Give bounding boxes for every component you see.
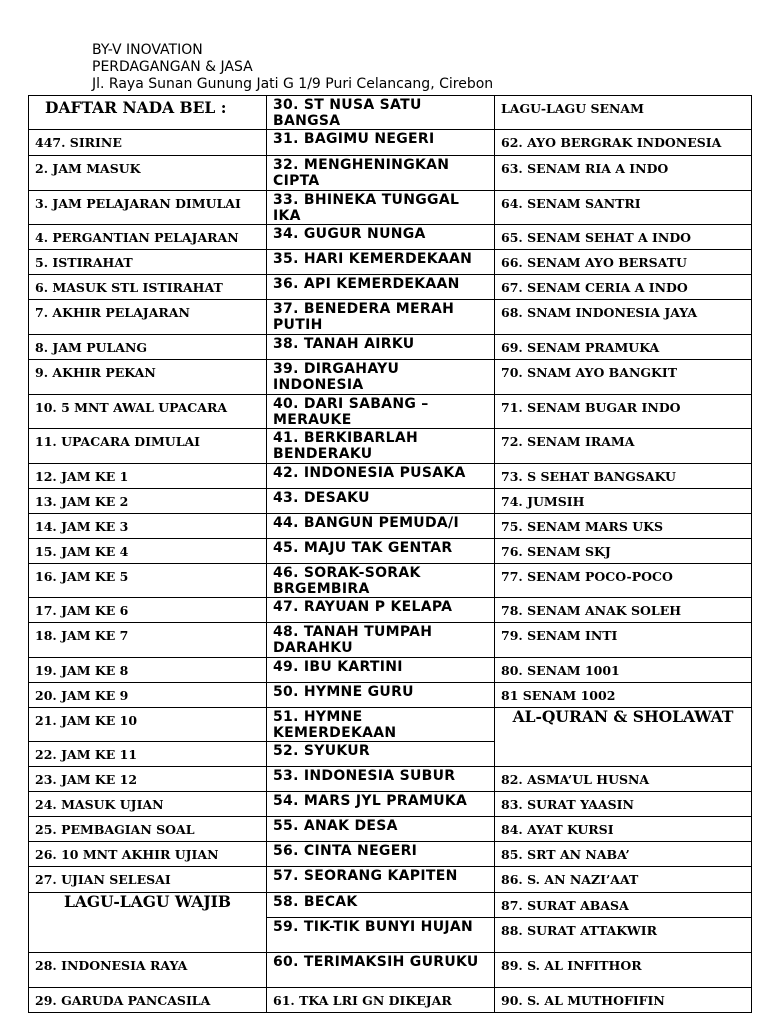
senam-item: 64. SENAM SANTRI <box>501 196 641 211</box>
quran-item: 82. ASMA’UL HUSNA <box>501 772 650 787</box>
song-item: 36. API KEMERDEKAAN <box>273 276 460 292</box>
table-cell <box>267 708 495 742</box>
table-cell <box>29 953 267 988</box>
song-item: 59. TIK-TIK BUNYI HUJAN <box>273 919 474 935</box>
table-cell <box>495 156 752 191</box>
song-item: 48. TANAH TUMPAH DARAHKU <box>273 624 433 656</box>
quran-item: 88. SURAT ATTAKWIR <box>501 923 657 938</box>
senam-item: 80. SENAM 1001 <box>501 663 620 678</box>
table-cell <box>267 429 495 464</box>
song-item: 35. HARI KEMERDEKAAN <box>273 251 473 267</box>
song-item: 56. CINTA NEGERI <box>273 843 418 859</box>
bell-item: 20. JAM KE 9 <box>35 688 129 703</box>
bell-item: 19. JAM KE 8 <box>35 663 129 678</box>
section-title-quran: AL-QURAN & SHOLAWAT <box>512 707 734 726</box>
column-title: LAGU-LAGU SENAM <box>501 101 644 116</box>
table-cell <box>29 464 267 489</box>
table-cell <box>29 598 267 623</box>
bell-item: 24. MASUK UJIAN <box>35 797 164 812</box>
table-cell <box>267 918 495 953</box>
bell-item: 3. JAM PELAJARAN DIMULAI <box>35 196 241 211</box>
table-cell <box>29 250 267 275</box>
table-cell <box>495 300 752 335</box>
table-cell <box>495 893 752 918</box>
song-item: 46. SORAK-SORAK BRGEMBIRA <box>273 565 421 597</box>
table-cell <box>495 464 752 489</box>
table-cell <box>29 489 267 514</box>
table-cell <box>267 767 495 792</box>
table-cell <box>29 360 267 395</box>
song-item: 54. MARS JYL PRAMUKA <box>273 793 468 809</box>
table-cell <box>495 275 752 300</box>
table-cell <box>29 514 267 539</box>
table-cell <box>495 953 752 988</box>
bell-item: 10. 5 MNT AWAL UPACARA <box>35 400 228 415</box>
song-item: 49. IBU KARTINI <box>273 659 403 675</box>
senam-item: 78. SENAM ANAK SOLEH <box>501 603 682 618</box>
song-item: 38. TANAH AIRKU <box>273 336 415 352</box>
song-item: 50. HYMNE GURU <box>273 684 414 700</box>
quran-item: 85. SRT AN NABA’ <box>501 847 630 862</box>
table-cell <box>29 564 267 598</box>
table-cell <box>29 683 267 708</box>
song-item: 32. MENGHENINGKAN CIPTA <box>273 157 450 189</box>
table-cell <box>495 988 752 1013</box>
table-title: DAFTAR NADA BEL : <box>45 98 227 117</box>
table-title-cell <box>29 96 267 130</box>
table-cell <box>495 539 752 564</box>
table-cell <box>495 395 752 429</box>
senam-item: 73. S SEHAT BANGSAKU <box>501 469 676 484</box>
table-cell <box>29 300 267 335</box>
bell-item: 25. PEMBAGIAN SOAL <box>35 822 195 837</box>
bell-item: 12. JAM KE 1 <box>35 469 129 484</box>
bell-item: 16. JAM KE 5 <box>35 569 129 584</box>
table-cell <box>267 96 495 130</box>
song-item: 37. BENEDERA MERAH PUTIH <box>273 301 455 333</box>
song-item: 51. HYMNE KEMERDEKAAN <box>273 709 397 741</box>
table-cell <box>267 395 495 429</box>
table-cell <box>29 335 267 360</box>
table-cell <box>267 564 495 598</box>
table-cell <box>29 742 267 767</box>
bell-item: 2. JAM MASUK <box>35 161 141 176</box>
bell-item: 22. JAM KE 11 <box>35 747 138 762</box>
table-cell <box>29 275 267 300</box>
table-cell <box>495 842 752 867</box>
table-cell <box>267 817 495 842</box>
table-cell <box>267 360 495 395</box>
table-cell <box>495 598 752 623</box>
table-cell <box>495 623 752 658</box>
table-cell <box>29 130 267 156</box>
song-item: 41. BERKIBARLAH BENDERAKU <box>273 430 419 462</box>
section-header-cell <box>495 708 752 767</box>
song-item: 40. DARI SABANG – MERAUKE <box>273 396 429 428</box>
table-cell <box>267 953 495 988</box>
table-cell <box>267 335 495 360</box>
table-cell <box>29 792 267 817</box>
senam-item: 70. SNAM AYO BANGKIT <box>501 365 678 380</box>
table-cell <box>29 191 267 225</box>
song-item: 60. TERIMAKSIH GURUKU <box>273 954 479 970</box>
quran-item: 86. S. AN NAZI’AAT <box>501 872 639 887</box>
table-cell <box>267 156 495 191</box>
bell-item: 17. JAM KE 6 <box>35 603 129 618</box>
song-item: 47. RAYUAN P KELAPA <box>273 599 453 615</box>
song-item: 30. ST NUSA SATU BANGSA <box>273 97 422 129</box>
table-cell <box>267 489 495 514</box>
table-cell <box>267 250 495 275</box>
song-item: 58. BECAK <box>273 894 358 910</box>
bell-item: 4. PERGANTIAN PELAJARAN <box>35 230 239 245</box>
bell-item: 18. JAM KE 7 <box>35 628 129 643</box>
section-header-cell <box>29 893 267 953</box>
table-cell <box>267 658 495 683</box>
table-cell <box>267 842 495 867</box>
senam-item: 74. JUMSIH <box>501 494 585 509</box>
table-cell <box>29 988 267 1013</box>
song-item: 44. BANGUN PEMUDA/I <box>273 515 459 531</box>
senam-item: 65. SENAM SEHAT A INDO <box>501 230 692 245</box>
senam-item: 62. AYO BERGRAK INDONESIA <box>501 135 722 150</box>
senam-item: 79. SENAM INTI <box>501 628 618 643</box>
senam-item: 77. SENAM POCO-POCO <box>501 569 673 584</box>
senam-item: 67. SENAM CERIA A INDO <box>501 280 688 295</box>
table-cell <box>495 817 752 842</box>
table-cell <box>267 867 495 893</box>
bell-item: 7. AKHIR PELAJARAN <box>35 305 190 320</box>
song-item: 43. DESAKU <box>273 490 370 506</box>
table-cell <box>29 225 267 250</box>
senam-item: 72. SENAM IRAMA <box>501 434 635 449</box>
table-cell <box>267 300 495 335</box>
table-cell <box>495 130 752 156</box>
bell-item: 27. UJIAN SELESAI <box>35 872 171 887</box>
table-cell <box>29 817 267 842</box>
bell-item: 6. MASUK STL ISTIRAHAT <box>35 280 223 295</box>
table-cell <box>267 130 495 156</box>
senam-item: 81 SENAM 1002 <box>501 688 616 703</box>
table-cell <box>495 658 752 683</box>
table-cell <box>495 489 752 514</box>
bell-item: 26. 10 MNT AKHIR UJIAN <box>35 847 219 862</box>
table-cell <box>267 893 495 918</box>
table-cell <box>495 792 752 817</box>
table-cell <box>495 564 752 598</box>
table-cell <box>495 429 752 464</box>
table-cell <box>495 335 752 360</box>
quran-item: 90. S. AL MUTHOFIFIN <box>501 993 665 1008</box>
bell-item: 23. JAM KE 12 <box>35 772 138 787</box>
bell-item: 11. UPACARA DIMULAI <box>35 434 201 449</box>
table-cell <box>267 225 495 250</box>
table-cell <box>29 842 267 867</box>
song-item: 53. INDONESIA SUBUR <box>273 768 456 784</box>
bell-item: 15. JAM KE 4 <box>35 544 129 559</box>
table-cell <box>29 708 267 742</box>
table-cell <box>495 514 752 539</box>
company-business: PERDAGANGAN & JASA <box>92 59 253 75</box>
song-item: 39. DIRGAHAYU INDONESIA <box>273 361 400 393</box>
table-cell <box>267 191 495 225</box>
company-address: Jl. Raya Sunan Gunung Jati G 1/9 Puri Celancang, Cirebon <box>92 76 494 92</box>
song-item: 34. GUGUR NUNGA <box>273 226 426 242</box>
song-item: 33. BHINEKA TUNGGAL IKA <box>273 192 460 224</box>
document-header <box>92 42 493 93</box>
bell-item: 21. JAM KE 10 <box>35 713 138 728</box>
song-item: 57. SEORANG KAPITEN <box>273 868 458 884</box>
table-cell <box>29 539 267 564</box>
table-cell <box>29 867 267 893</box>
table-cell <box>267 623 495 658</box>
song-item: 31. BAGIMU NEGERI <box>273 131 435 147</box>
quran-item: 89. S. AL INFITHOR <box>501 958 642 973</box>
table-cell <box>495 250 752 275</box>
senam-item: 66. SENAM AYO BERSATU <box>501 255 687 270</box>
table-cell <box>495 191 752 225</box>
senam-item: 63. SENAM RIA A INDO <box>501 161 669 176</box>
bell-item: 14. JAM KE 3 <box>35 519 129 534</box>
table-cell <box>29 395 267 429</box>
senam-item: 69. SENAM PRAMUKA <box>501 340 660 355</box>
song-item: 42. INDONESIA PUSAKA <box>273 465 466 481</box>
quran-item: 83. SURAT YAASIN <box>501 797 634 812</box>
song-item: 45. MAJU TAK GENTAR <box>273 540 453 556</box>
bell-item: 8. JAM PULANG <box>35 340 148 355</box>
bell-item: 9. AKHIR PEKAN <box>35 365 156 380</box>
table-cell <box>267 792 495 817</box>
table-cell <box>495 96 752 130</box>
table-cell <box>495 867 752 893</box>
quran-item: 87. SURAT ABASA <box>501 898 629 913</box>
bell-item: 447. SIRINE <box>35 135 122 150</box>
song-item: 61. TKA LRI GN DIKEJAR <box>273 993 452 1008</box>
bell-item: 28. INDONESIA RAYA <box>35 958 188 973</box>
table-cell <box>267 539 495 564</box>
table-cell <box>29 429 267 464</box>
table-cell <box>495 225 752 250</box>
table-cell <box>495 360 752 395</box>
bell-item: 13. JAM KE 2 <box>35 494 129 509</box>
senam-item: 75. SENAM MARS UKS <box>501 519 664 534</box>
table-cell <box>267 598 495 623</box>
table-cell <box>267 988 495 1013</box>
table-cell <box>29 767 267 792</box>
table-cell <box>29 623 267 658</box>
quran-item: 84. AYAT KURSI <box>501 822 614 837</box>
senam-item: 68. SNAM INDONESIA JAYA <box>501 305 698 320</box>
table-cell <box>495 918 752 953</box>
table-cell <box>267 464 495 489</box>
song-item: 52. SYUKUR <box>273 743 371 759</box>
table-cell <box>267 514 495 539</box>
table-cell <box>267 742 495 767</box>
table-cell <box>495 683 752 708</box>
table-cell <box>29 658 267 683</box>
section-title-wajib: LAGU-LAGU WAJIB <box>63 892 232 911</box>
bell-item: 29. GARUDA PANCASILA <box>35 993 211 1008</box>
table-cell <box>495 767 752 792</box>
company-name: BY-V INOVATION <box>92 42 203 58</box>
senam-item: 71. SENAM BUGAR INDO <box>501 400 681 415</box>
song-item: 55. ANAK DESA <box>273 818 398 834</box>
bell-item: 5. ISTIRAHAT <box>35 255 133 270</box>
table-cell <box>267 275 495 300</box>
table-cell <box>29 156 267 191</box>
table-cell <box>267 683 495 708</box>
senam-item: 76. SENAM SKJ <box>501 544 611 559</box>
bell-tone-table <box>28 95 752 1013</box>
